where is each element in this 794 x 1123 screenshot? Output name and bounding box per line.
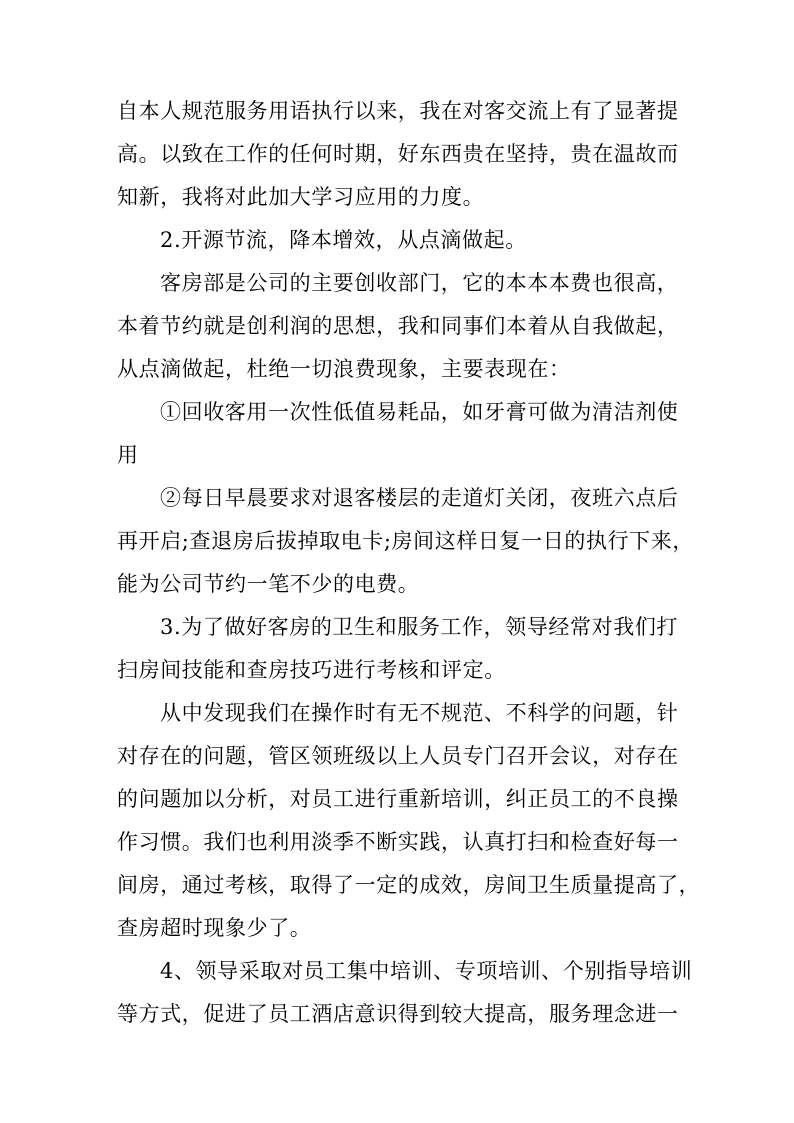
text-line: 3.为了做好客房的卫生和服务工作，领导经常对我们打 xyxy=(160,615,679,639)
text-line: 从中发现我们在操作时有无不规范、不科学的问题，针 xyxy=(160,701,679,725)
text-line: 用 xyxy=(117,443,139,467)
text-line: 本着节约就是创利润的思想，我和同事们本着从自我做起， xyxy=(117,314,679,338)
text-line: 的问题加以分析，对员工进行重新培训，纠正员工的不良操 xyxy=(117,787,679,811)
text-line: ①回收客用一次性低值易耗品，如牙膏可做为清洁剂使 xyxy=(160,400,679,424)
text-line: 作习惯。我们也利用淡季不断实践，认真打扫和检查好每一 xyxy=(117,830,679,854)
text-line: 自本人规范服务用语执行以来，我在对客交流上有了显著提 xyxy=(117,99,679,123)
text-line: 高。以致在工作的任何时期，好东西贵在坚持，贵在温故而 xyxy=(117,142,679,166)
text-line: 间房，通过考核，取得了一定的成效，房间卫生质量提高了， xyxy=(117,873,701,897)
text-line: 客房部是公司的主要创收部门，它的本本本费也很高， xyxy=(160,271,679,295)
text-line: 等方式，促进了员工酒店意识得到较大提高，服务理念进一 xyxy=(117,1002,679,1026)
text-line: 从点滴做起，杜绝一切浪费现象，主要表现在： xyxy=(117,357,571,381)
text-line: 知新，我将对此加大学习应用的力度。 xyxy=(117,185,485,209)
text-line: 再开启;查退房后拔掉取电卡;房间这样日复一日的执行下来， xyxy=(117,529,694,553)
text-line: 4、领导采取对员工集中培训、专项培训、个别指导培训 xyxy=(160,959,693,983)
text-line: 查房超时现象少了。 xyxy=(117,916,312,940)
text-line: 能为公司节约一笔不少的电费。 xyxy=(117,572,420,596)
text-line: 扫房间技能和查房技巧进行考核和评定。 xyxy=(117,658,506,682)
text-line: 对存在的问题，管区领班级以上人员专门召开会议，对存在 xyxy=(117,744,679,768)
text-line: ②每日早晨要求对退客楼层的走道灯关闭，夜班六点后 xyxy=(160,486,679,510)
text-line: 2.开源节流，降本增效，从点滴做起。 xyxy=(160,228,527,252)
